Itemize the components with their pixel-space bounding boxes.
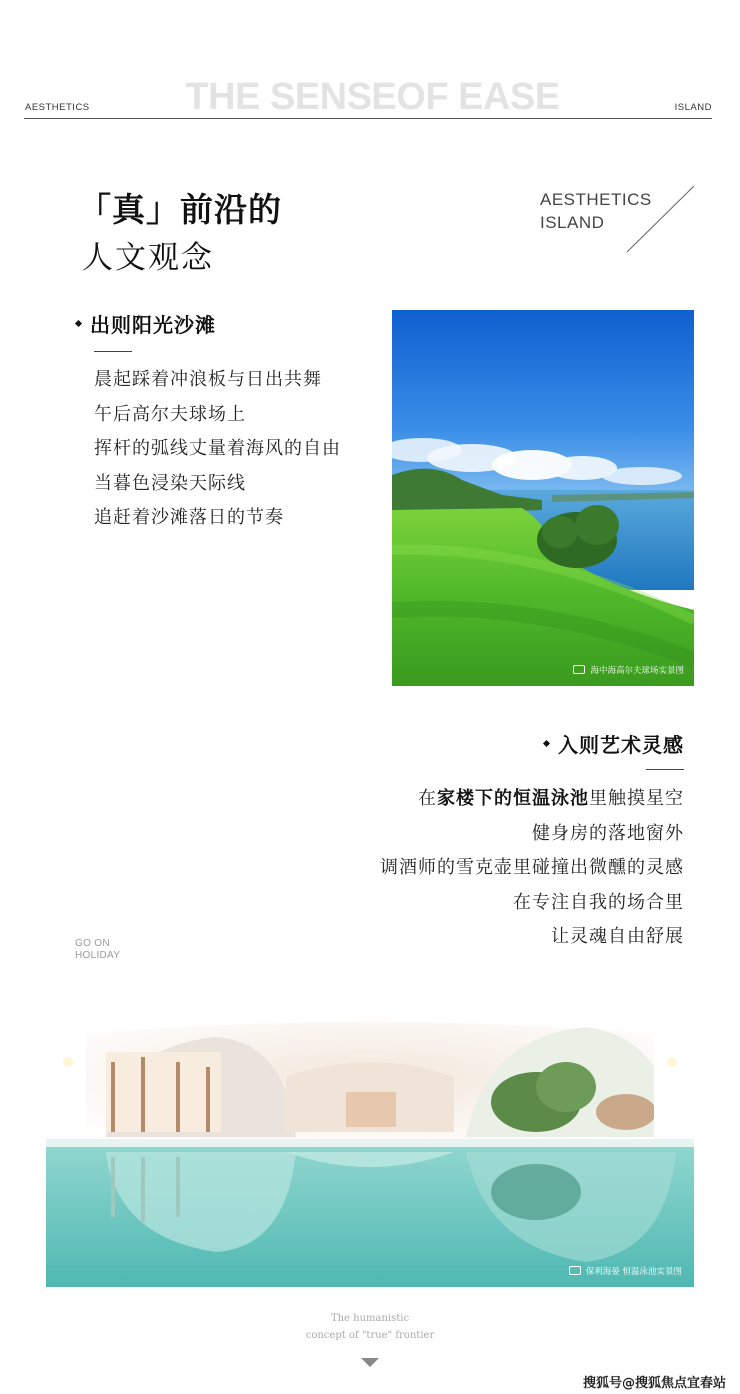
indoor-pool-photo (46, 1007, 694, 1287)
pool-photo-caption (569, 1265, 682, 1277)
section1-heading (76, 309, 216, 338)
golf-photo-caption (573, 664, 684, 676)
page-title-line1: 「真」前沿的 (78, 190, 282, 229)
section2-text (380, 782, 684, 955)
section1-heading-text: 出则阳光沙滩 (90, 313, 216, 337)
source-watermark: 搜狐号@搜狐焦点宜春站 (582, 1376, 726, 1391)
footer-tagline (0, 1310, 740, 1344)
section2-line: 让灵魂自由舒展 (551, 926, 684, 947)
camera-icon (569, 1266, 581, 1275)
section1-line: 追赶着沙滩落日的节奏 (94, 507, 284, 528)
line1-pre: 在 (418, 788, 437, 809)
golf-caption-text: 海中海高尔夫球场实景图 (590, 666, 684, 676)
tag-line1: AESTHETICS (540, 190, 652, 209)
section1-underline (94, 351, 132, 352)
section2-underline (646, 769, 684, 770)
section1-line: 挥杆的弧线丈量着海风的自由 (94, 438, 341, 459)
down-arrow-icon (361, 1358, 379, 1367)
goon-line1: GO ON (75, 938, 110, 949)
footer-line2: concept of "true" frontier (305, 1330, 435, 1341)
section2-line-highlight (380, 782, 684, 817)
pool-caption-text: 保利海晏 恒温泳池实景图 (585, 1267, 682, 1277)
golf-course-photo (392, 310, 694, 686)
header-left-label: AESTHETICS (25, 102, 90, 113)
section2-line: 健身房的落地窗外 (532, 822, 684, 844)
page-title-line2: 人文观念 (82, 240, 214, 276)
goon-line2: HOLIDAY (75, 950, 121, 961)
diamond-bullet-icon (543, 740, 550, 747)
section2-heading-text: 入则艺术灵感 (558, 733, 684, 757)
line1-post: 里触摸星空 (589, 788, 684, 809)
header-divider (24, 118, 712, 119)
go-on-holiday-tag (75, 938, 120, 962)
diagonal-line-decoration (626, 185, 696, 253)
section1-line: 当暮色浸染天际线 (94, 472, 246, 494)
tag-line2: ISLAND (540, 213, 605, 232)
section2-heading (544, 729, 684, 758)
section2-line: 调酒师的雪克壶里碰撞出微醺的灵感 (380, 857, 684, 878)
line1-bold: 家楼下的恒温泳池 (437, 788, 589, 809)
ghost-headline: THE SENSEOF EASE (185, 76, 560, 118)
section1-text (94, 363, 341, 536)
header-right-label: ISLAND (674, 102, 712, 113)
footer-line1: The humanistic (330, 1313, 410, 1324)
section1-line: 午后高尔夫球场上 (94, 403, 246, 425)
section1-line: 晨起踩着冲浪板与日出共舞 (94, 369, 322, 390)
section2-line: 在专注自我的场合里 (513, 891, 684, 913)
camera-icon (573, 665, 585, 674)
diamond-bullet-icon (75, 320, 82, 327)
